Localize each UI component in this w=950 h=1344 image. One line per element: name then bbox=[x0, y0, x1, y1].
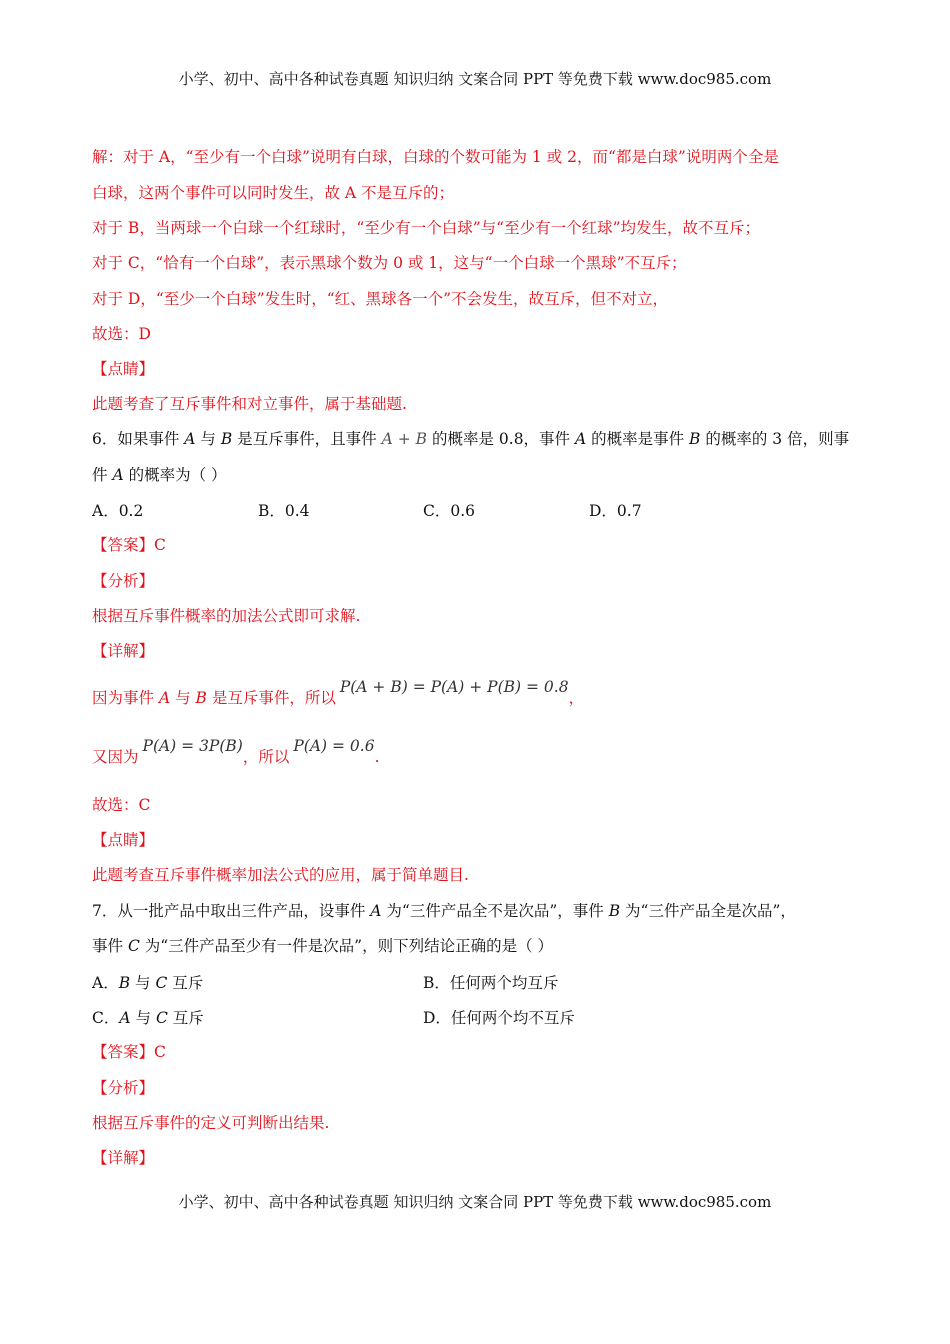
q7-fenxi-text: 根据互斥事件的定义可判断出结果. bbox=[92, 1114, 330, 1132]
q5-solution-line-5: 对于 D，“至少一个白球”发生时，“红、黑球各一个”不会发生，故互斥，但不对立， bbox=[92, 290, 669, 308]
q6-option-a: A．0.2 bbox=[92, 502, 144, 520]
q7-option-b: B．任何两个均互斥 bbox=[423, 974, 559, 992]
q7-option-a: A．B 与 C 互斥 bbox=[92, 974, 204, 992]
q7-xiangjie-label: 【详解】 bbox=[92, 1149, 155, 1167]
page-footer: 小学、初中、高中各种试卷真题 知识归纳 文案合同 PPT 等免费下载 www.doc985.com bbox=[178, 1193, 772, 1211]
q7-answer: 【答案】C bbox=[92, 1043, 166, 1061]
q5-solution-line-3: 对于 B，当两球一个白球一个红球时，“至少有一个白球”与“至少有一个红球”均发生，故不互斥； bbox=[92, 219, 761, 237]
q6-answer: 【答案】C bbox=[92, 536, 166, 554]
q7-stem-line-1: 7．从一批产品中取出三件产品，设事件 A 为“三件产品全不是次品”，事件 B 为“三件产品全是次品”， bbox=[92, 902, 796, 920]
q6-option-d: D．0.7 bbox=[589, 502, 642, 520]
q6-fenxi-label: 【分析】 bbox=[92, 572, 155, 590]
q6-stem-line-1: 6．如果事件 A 与 B 是互斥事件，且事件 A + B 的概率是 0.8，事件 A 的概率是事件 B 的概率的 3 倍，则事 bbox=[92, 430, 850, 448]
q6-xiangjie-label: 【详解】 bbox=[92, 642, 155, 660]
q6-detail-line-2: 又因为P(A) = 3P(B)，所以P(A) = 0.6. bbox=[92, 737, 380, 766]
q7-stem-line-2: 事件 C 为“三件产品至少有一件是次品”，则下列结论正确的是（ ） bbox=[92, 937, 554, 955]
q7-option-c: C．A 与 C 互斥 bbox=[92, 1009, 204, 1027]
page-header: 小学、初中、高中各种试卷真题 知识归纳 文案合同 PPT 等免费下载 www.doc985.com bbox=[178, 70, 772, 88]
q6-formula-sum: P(A + B) = P(A) + P(B) = 0.8 bbox=[339, 678, 569, 696]
q5-solution-line-1: 解：对于 A，“至少有一个白球”说明有白球，白球的个数可能为 1 或 2，而“都是白球”说明两个全是 bbox=[92, 148, 779, 166]
q7-fenxi-label: 【分析】 bbox=[92, 1079, 155, 1097]
q5-dianjing-label: 【点睛】 bbox=[92, 360, 155, 378]
q6-math-a-plus-b: A + B bbox=[381, 430, 428, 448]
q5-comment: 此题考查了互斥事件和对立事件，属于基础题. bbox=[92, 395, 407, 413]
q6-fenxi-text: 根据互斥事件概率的加法公式即可求解. bbox=[92, 607, 361, 625]
q6-stem-line-2: 件 A 的概率为（ ） bbox=[92, 466, 227, 484]
q6-option-c: C．0.6 bbox=[423, 502, 476, 520]
q6-detail-line-1: 因为事件 A 与 B 是互斥事件，所以P(A + B) = P(A) + P(B) = 0.8， bbox=[92, 678, 585, 707]
q6-option-b: B．0.4 bbox=[258, 502, 310, 520]
q6-comment: 此题考查互斥事件概率加法公式的应用，属于简单题目. bbox=[92, 866, 469, 884]
q7-option-d: D．任何两个均不互斥 bbox=[423, 1009, 575, 1027]
q5-solution-line-2: 白球，这两个事件可以同时发生，故 A 不是互斥的； bbox=[92, 184, 455, 202]
q6-formula-result: P(A) = 0.6 bbox=[293, 737, 375, 755]
q6-dianjing-label: 【点睛】 bbox=[92, 831, 155, 849]
q5-choose: 故选：D bbox=[92, 325, 151, 343]
q6-formula-ratio: P(A) = 3P(B) bbox=[142, 737, 243, 755]
q6-choose: 故选：C bbox=[92, 796, 151, 814]
q5-solution-line-4: 对于 C，“恰有一个白球”，表示黑球个数为 0 或 1，这与“一个白球一个黑球”不互斥； bbox=[92, 254, 687, 272]
